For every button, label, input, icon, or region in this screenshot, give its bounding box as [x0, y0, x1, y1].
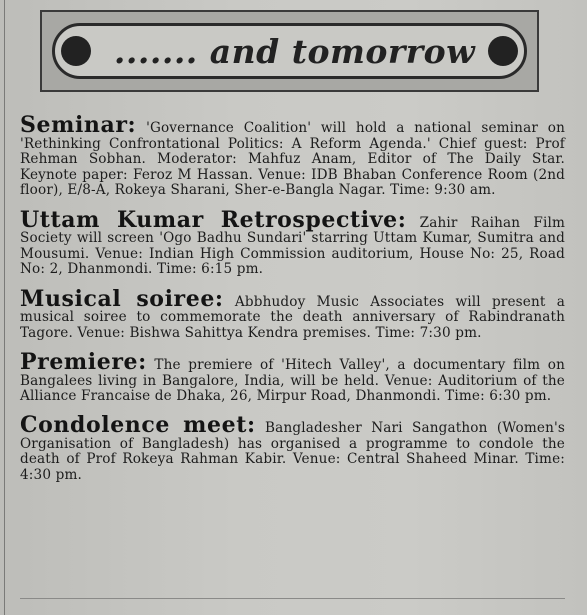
- event-listings: [20, 112, 566, 491]
- event-item-uttam-kumar-retrospective: [20, 206, 565, 278]
- event-heading: Condolence meet:: [20, 412, 256, 439]
- event-heading: Musical soiree:: [20, 285, 224, 312]
- bottom-rule: [20, 598, 565, 599]
- event-body: The premiere of 'Hitech Valley', a documentary film on Bangalees living in Bangalore, India, will be held. Venue: Auditorium of the Alliance Francaise de Dhaka, 26, Mirpur Road, Dhanmondi. Time: 6:30 pm.: [20, 356, 565, 405]
- event-item-premiere: [20, 348, 565, 405]
- section-title: ....... and tomorrow: [113, 31, 476, 71]
- section-header-banner: [52, 23, 527, 79]
- event-body: Zahir Raihan Film Society will screen 'Ogo Badhu Sundari' starring Uttam Kumar, Sumitra and Mousumi. Venue: Indian High Commission auditorium, House No: 25, Road No: 2, Dhanmondi. Time: 6:15 pm.: [20, 214, 565, 278]
- section-header-box: [40, 10, 539, 92]
- event-item-condolence-meet: [20, 412, 565, 484]
- event-body: Bangladesher Nari Sangathon (Women's Organisation of Bangladesh) has organised a programme to condole the death of Prof Rokeya Rahman Kabir. Venue: Central Shaheed Minar. Time: 4:30 pm.: [20, 420, 565, 484]
- event-item-musical-soiree: [20, 285, 566, 342]
- bullet-dot-left-icon: [61, 36, 91, 66]
- event-heading: Seminar:: [20, 112, 137, 138]
- column-rule: [4, 0, 5, 615]
- bullet-dot-right-icon: [488, 36, 518, 66]
- event-heading: Uttam Kumar Retrospective:: [20, 206, 407, 233]
- event-body: Abbhudoy Music Associates will present a musical soiree to commemorate the death anniversary of Rabindranath Tagore. Venue: Bishwa Sahittya Kendra premises. Time: 7:30 pm.: [20, 293, 566, 341]
- event-item-seminar: [20, 112, 565, 199]
- event-body: 'Governance Coalition' will hold a national seminar on 'Rethinking Confrontational Politics: A Reform Agenda.' Chief guest: Prof Rehman Sobhan. Moderator: Mahfuz Anam, Editor of The Daily Star. Keynote paper: Feroz M Hassan. Venue: IDB Bhaban Conference Room (2nd floor), E/8-A, Rokeya Sharani, Sher-e-Bangla Nagar. Time: 9:30 am.: [20, 120, 565, 199]
- event-heading: Premiere:: [20, 348, 147, 375]
